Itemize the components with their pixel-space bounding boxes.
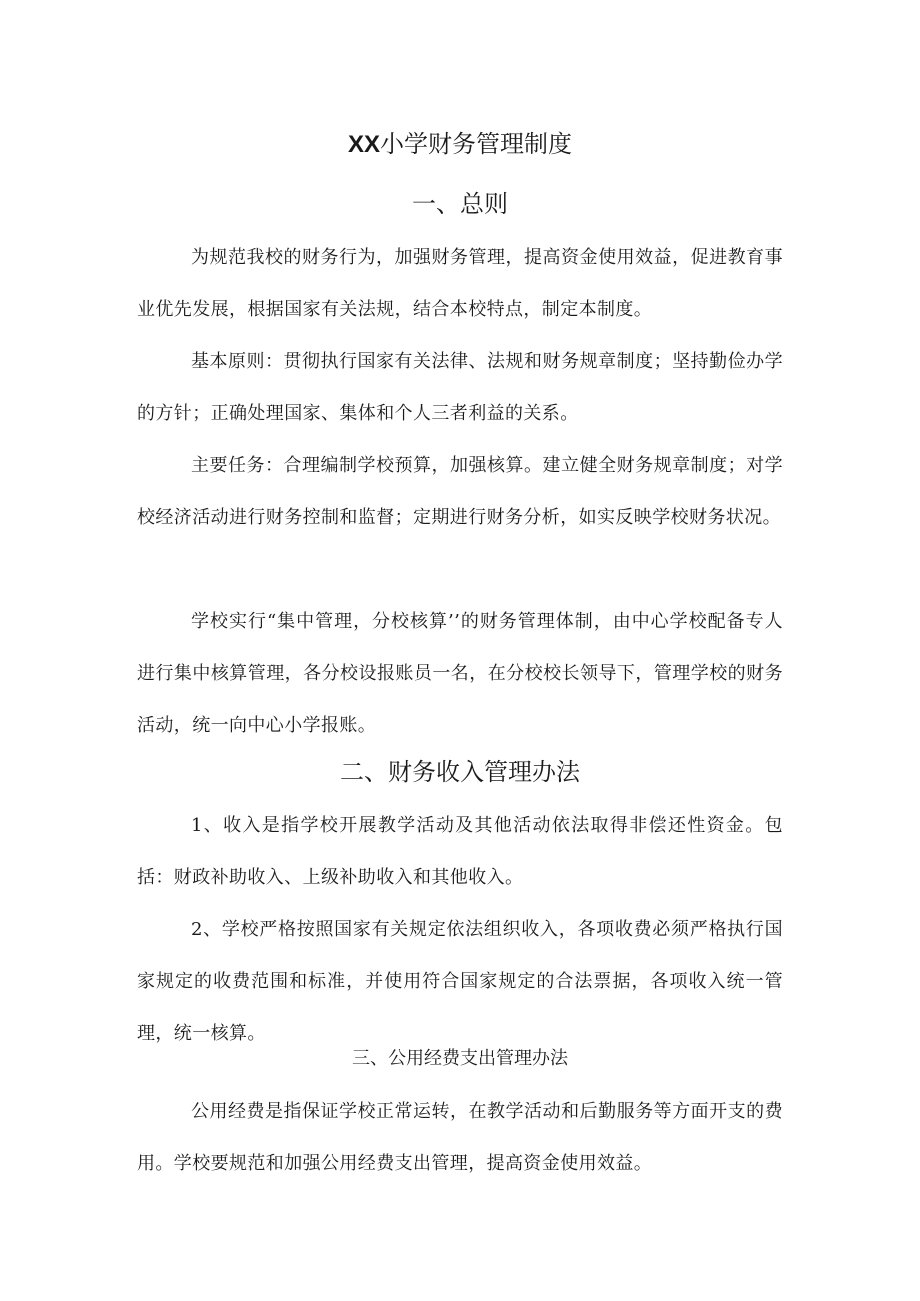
paragraph: 2、学校严格按照国家有关规定依法组织收入，各项收费必须严格执行国家规定的收费范围和标准，并使用符合国家规定的合法票据，各项收入统一管理，统一核算。 (137, 919, 783, 1044)
paragraph: 1、收入是指学校开展教学活动及其他活动依法取得非偿还性资金。包括：财政补助收入、上级补助收入和其他收入。 (137, 815, 783, 888)
section-heading-general: 一、总则 (412, 190, 508, 218)
paragraph: 为规范我校的财务行为，加强财务管理，提高资金使用效益，促进教育事业优先发展，根据国家有关法规，结合本校特点，制定本制度。 (137, 247, 783, 320)
title-prefix: XX (347, 131, 380, 158)
paragraph: 主要任务：合理编制学校预算，加强核算。建立健全财务规章制度；对学校经济活动进行财务控制和监督；定期进行财务分析，如实反映学校财务状况。 (137, 455, 783, 528)
paragraph: 学校实行“集中管理，分校核算’’的财务管理体制，由中心学校配备专人进行集中核算管理，各分校设报账员一名，在分校校长领导下，管理学校的财务活动，统一向中心小学报账。 (137, 611, 783, 736)
document-title (0, 126, 920, 163)
paragraph: 公用经费是指保证学校正常运转，在教学活动和后勤服务等方面开支的费用。学校要规范和加强公用经费支出管理，提高资金使用效益。 (137, 1101, 783, 1174)
paragraph: 基本原则：贯彻执行国家有关法律、法规和财务规章制度；坚持勤俭办学的方针；正确处理国家、集体和个人三者利益的关系。 (137, 351, 783, 424)
section-heading-expenditure: 三、公用经费支出管理办法 (352, 1048, 568, 1069)
title-text: 小学财务管理制度 (380, 130, 572, 158)
section-heading-income: 二、财务收入管理办法 (340, 758, 580, 786)
